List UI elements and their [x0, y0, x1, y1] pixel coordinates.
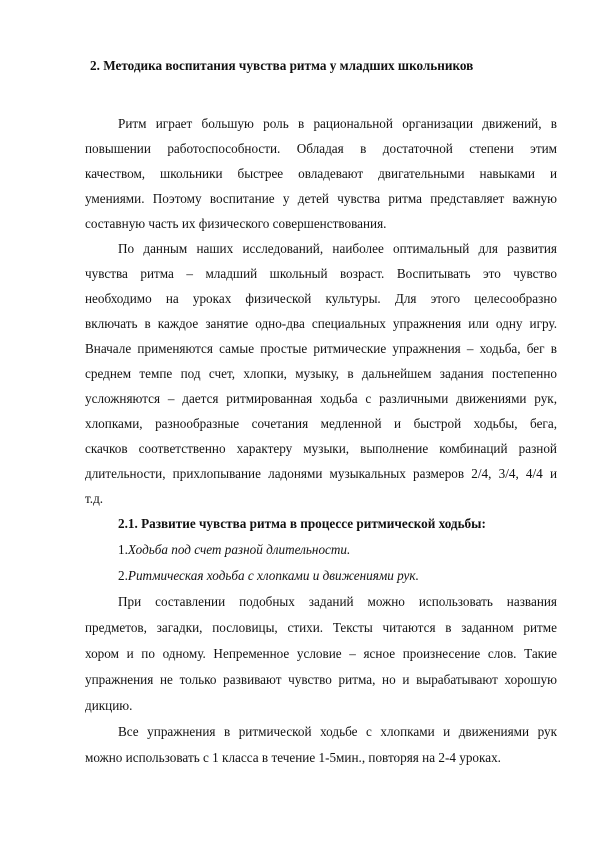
paragraph2-line-7: усложняются – дается ритмированная ходьба с различными движениями рук, [85, 391, 557, 406]
paragraph3-line-1: При составлении подобных заданий можно использовать названия [118, 594, 557, 609]
paragraph1-line-4: умениями. Поэтому воспитание у детей чувства ритма представляет важную [85, 191, 557, 206]
paragraph2-line-1: По данным наших исследований, наиболее оптимальный для развития [118, 241, 557, 256]
list-item-text: Ходьба под счет разной длительности. [127, 542, 351, 557]
paragraph2-line-10: длительности, прихлопывание ладонями музыкальных размеров 2/4, 3/4, 4/4 и [85, 466, 557, 481]
paragraph4-line-2: можно использовать с 1 класса в течение 1-5мин., повторяя на 2-4 уроках. [85, 750, 501, 765]
paragraph1-line-2: повышении работоспособности. Обладая в достаточной степени этим [85, 141, 557, 156]
subsection-heading: 2.1. Развитие чувства ритма в процессе ритмической ходьбы: [118, 516, 486, 531]
paragraph2-line-3: необходимо на уроках физической культуры. Для этого целесообразно [85, 291, 557, 306]
paragraph2-line-2: чувства ритма – младший школьный возраст. Воспитывать это чувство [85, 266, 557, 281]
paragraph2-line-11: т.д. [85, 491, 104, 506]
paragraph1-line-1: Ритм играет большую роль в рациональной организации движений, в [118, 116, 557, 131]
paragraph1-line-5: составную часть их физического совершенствования. [85, 216, 387, 231]
paragraph2-line-8: хлопками, разнообразные сочетания медленной и быстрой ходьбы, бега, [85, 416, 557, 431]
list-item [118, 567, 557, 585]
paragraph3-line-4: упражнения не только развивают чувство ритма, но и вырабатывают хорошую [85, 672, 557, 687]
paragraph3-line-5: дикцию. [85, 698, 133, 713]
list-item-number: 2. [118, 568, 128, 583]
list-item-number: 1. [118, 542, 128, 557]
paragraph4-line-1: Все упражнения в ритмической ходьбе с хлопками и движениями рук [118, 724, 557, 739]
paragraph2-line-9: скачков соответственно характеру музыки, выполнение комбинаций разной [85, 441, 557, 456]
list-item-text: Ритмическая ходьба с хлопками и движениями рук. [127, 568, 419, 583]
list-item [118, 541, 557, 559]
paragraph3-line-3: хором и по одному. Непременное условие – ясное произнесение слов. Такие [85, 646, 557, 661]
paragraph3-line-2: предметов, загадки, пословицы, стихи. Тексты читаются в заданном ритме [85, 620, 557, 635]
paragraph2-line-4: включать в каждое занятие одно-два специальных упражнения или одну игру. [85, 316, 557, 331]
paragraph1-line-3: качеством, школьники быстрее овладевают двигательными навыками и [85, 166, 557, 181]
paragraph2-line-6: среднем темпе под счет, хлопки, музыку, в дальнейшем задания постепенно [85, 366, 557, 381]
section-heading: 2. Методика воспитания чувства ритма у младших школьников [90, 58, 474, 73]
paragraph2-line-5: Вначале применяются самые простые ритмические упражнения – ходьба, бег в [85, 341, 557, 356]
